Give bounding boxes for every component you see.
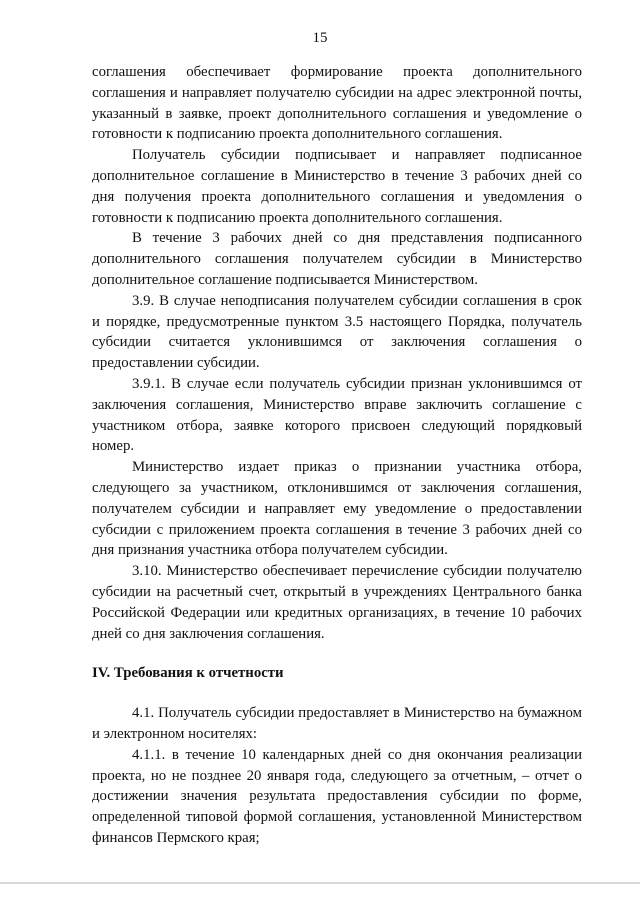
- paragraph-ministry-signs: В течение 3 рабочих дней со дня представления подписанного дополнительного соглашения получателем субсидии в Министерство дополнительное соглашение подписывается Министерством.: [92, 230, 582, 288]
- paragraph-4-1: 4.1. Получатель субсидии предоставляет в Министерство на бумажном и электронном носителях:: [92, 705, 582, 742]
- paragraph-3-9: 3.9. В случае неподписания получателем субсидии соглашения в срок и порядке, предусмотренные пунктом 3.5 настоящего Порядка, получатель субсидии считается уклонившимся от заключения соглашения о предоставлении субсидии.: [92, 292, 582, 372]
- scan-edge-line: [0, 882, 640, 884]
- document-body: [92, 62, 582, 849]
- paragraph-3-10: 3.10. Министерство обеспечивает перечисление субсидии получателю субсидии на расчетный счет, открытый в учреждениях Центрального банка Российской Федерации или кредитных организациях, в течение 10 рабочих дней со дня заключения соглашения.: [92, 563, 582, 642]
- paragraph-continuation: соглашения обеспечивает формирование проекта дополнительного соглашения и направляет получателю субсидии на адрес электронной почты, указанный в заявке, проект дополнительного соглашения и уведомление о готовности к подписанию проекта дополнительного соглашения.: [92, 64, 582, 143]
- section-heading: IV. Требования к отчетности: [92, 665, 284, 682]
- page-number: 15: [312, 30, 328, 46]
- paragraph-ministry-order: Министерство издает приказ о признании участника отбора, следующего за участником, отклонившимся от заключения соглашения, получателем субсидии и направляет ему уведомление о предоставлении субсидии с приложением проекта соглашения в течение 3 рабочих дней со дня признания участника отбора получателем субсидии.: [92, 459, 582, 559]
- paragraph-4-1-1: 4.1.1. в течение 10 календарных дней со дня окончания реализации проекта, но не позднее 20 января года, следующего за отчетным, – отчет о достижении значения результата предоставления субсидии по форме, определенной типовой формой соглашения, установленной Министерством финансов Пермского края;: [92, 746, 582, 846]
- paragraph-recipient-signs: Получатель субсидии подписывает и направляет подписанное дополнительное соглашение в Министерство в течение 3 рабочих дней со дня получения проекта дополнительного соглашения и уведомления о готовности к подписанию проекта дополнительного соглашения.: [92, 147, 582, 226]
- paragraph-3-9-1: 3.9.1. В случае если получатель субсидии признан уклонившимся от заключения соглашения, Министерство вправе заключить соглашение с участником отбора, заявке которого присвоен следующий порядковый номер.: [92, 375, 582, 455]
